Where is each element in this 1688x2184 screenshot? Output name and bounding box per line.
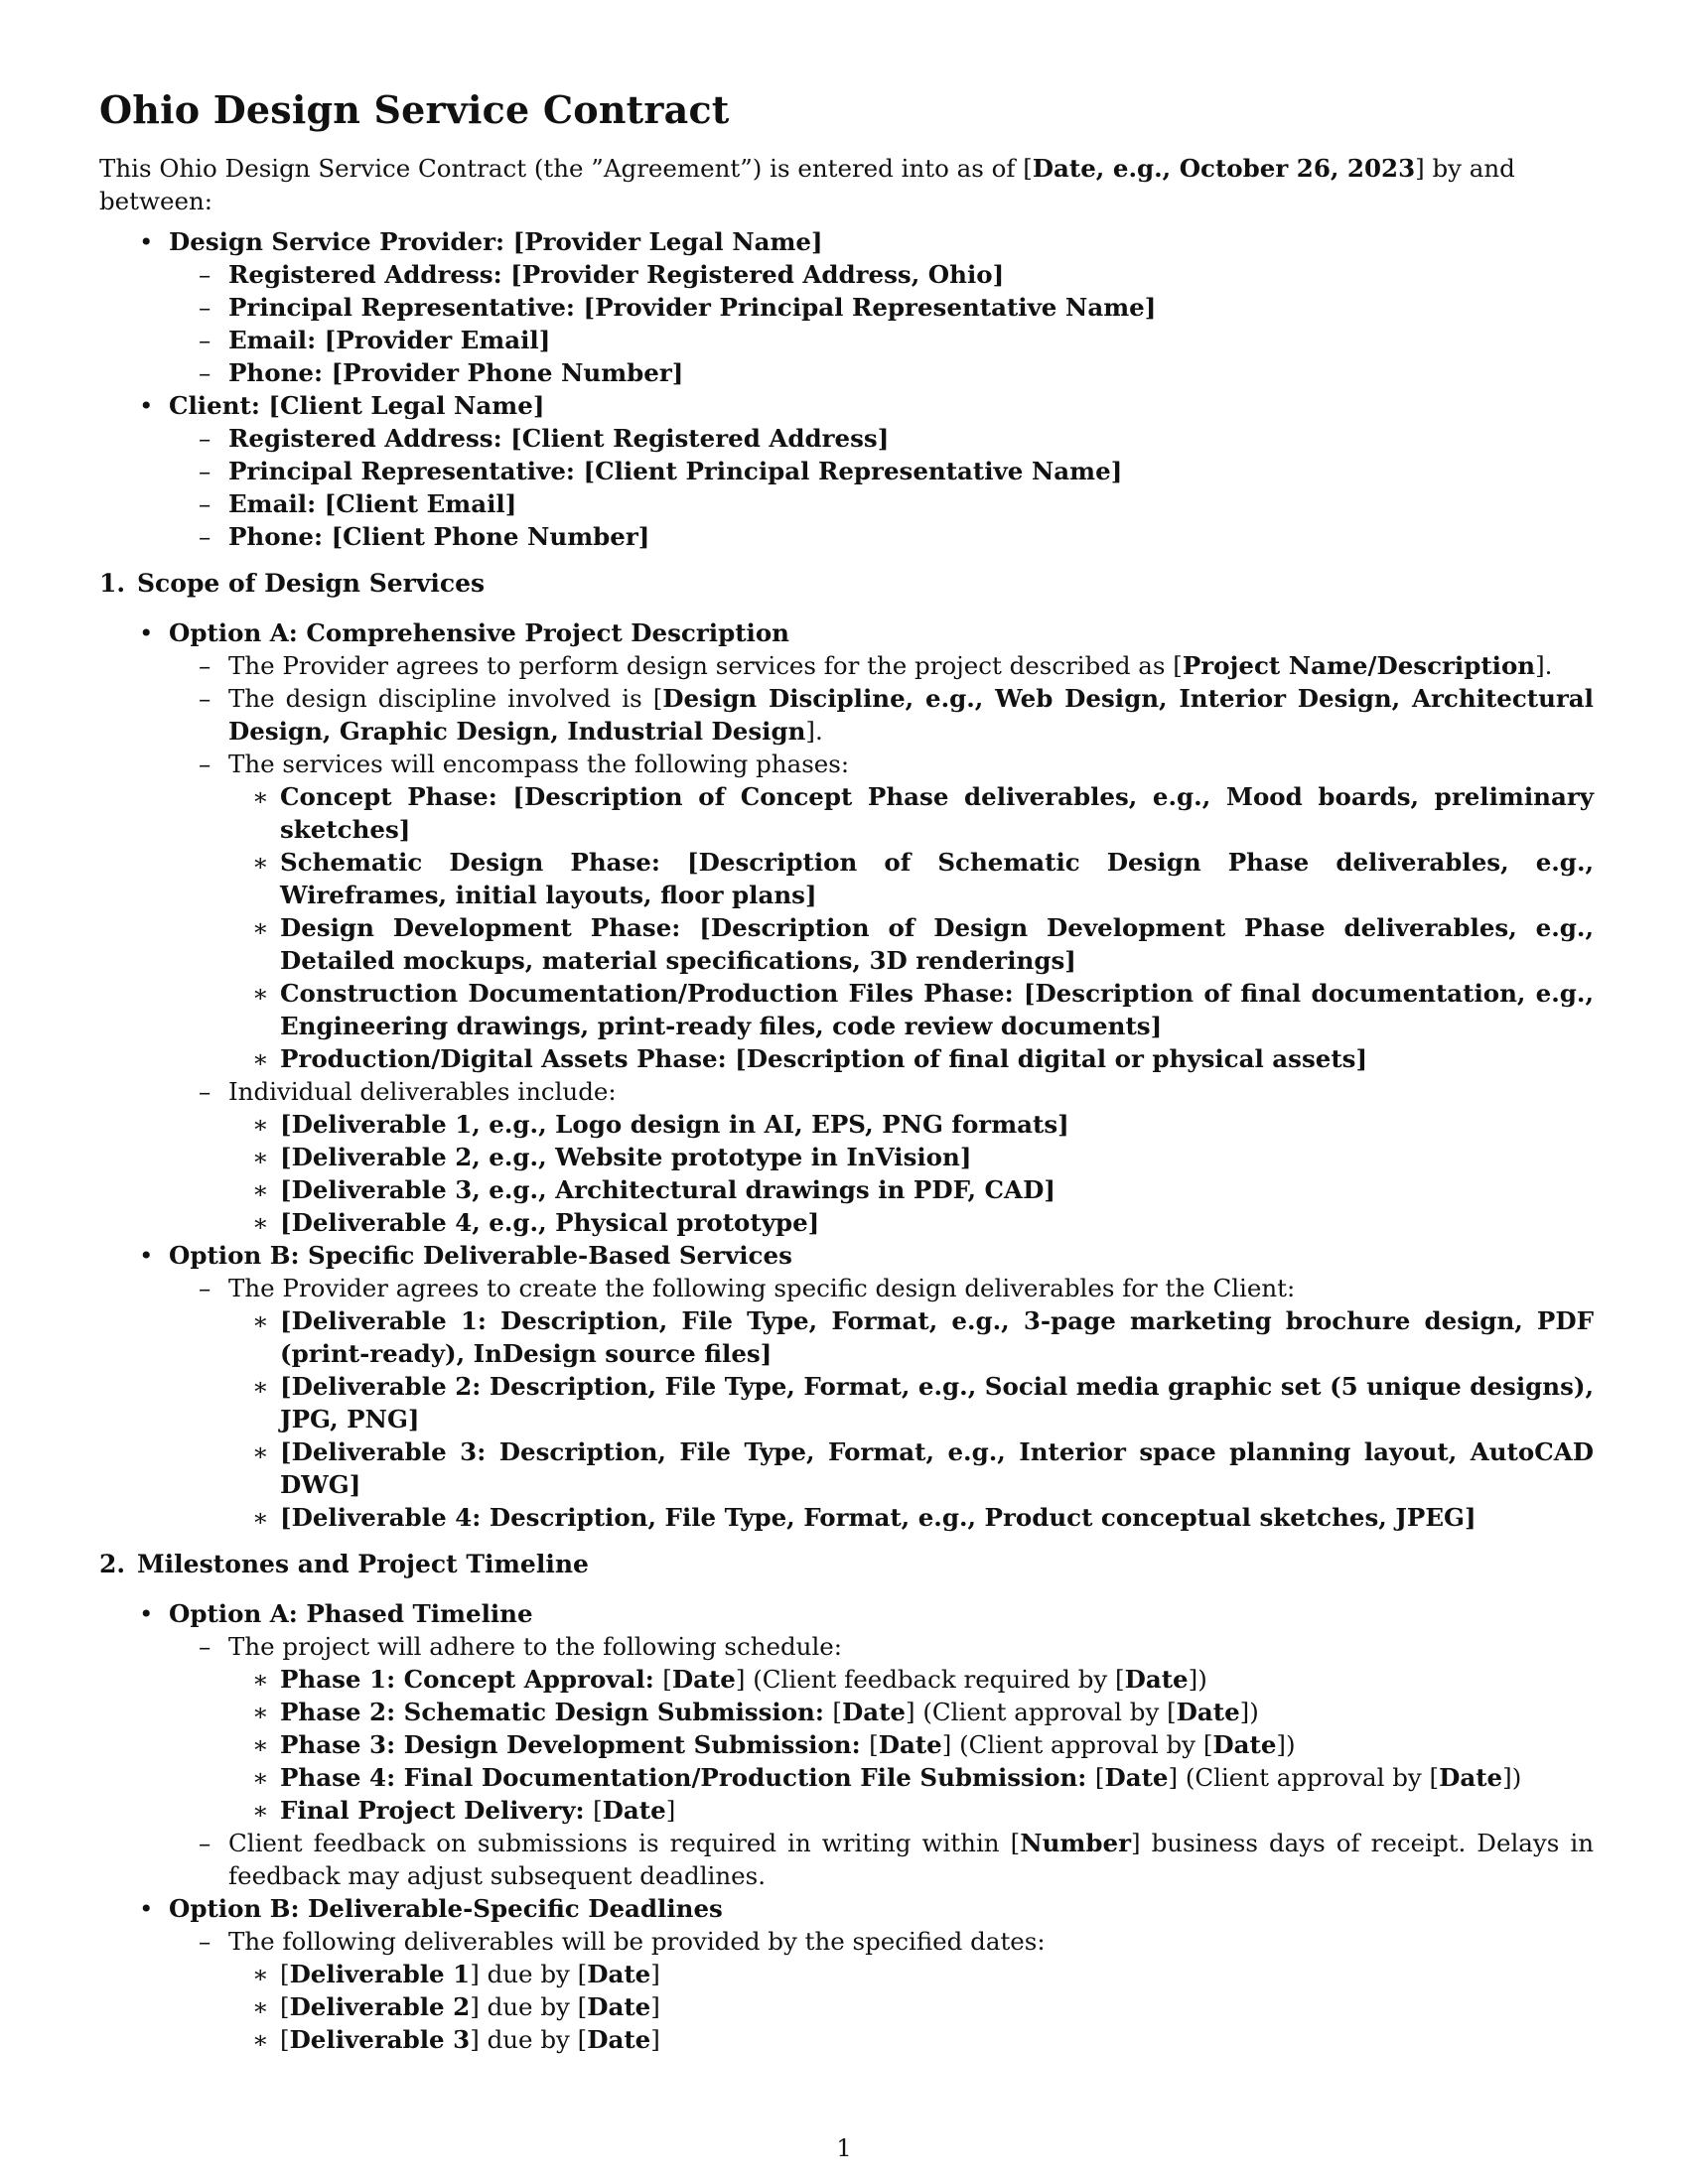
schedule-item: ∗ Phase 4: Final Documentation/Production File Submission: [Date] (Client approval by [Date]) [280, 1761, 1594, 1794]
deadline-item: ∗ [Deliverable 1] due by [Date] [280, 1958, 1594, 1990]
deliverable-item: ∗ [Deliverable 2: Description, File Type, Format, e.g., Social media graphic set (5 unique designs), JPG, PNG] [280, 1370, 1594, 1435]
option-b-details [169, 1272, 1594, 1534]
intro-paragraph: This Ohio Design Service Contract (the ”Agreement”) is entered into as of [Date, e.g., October 26, 2023] by and between: [99, 154, 1515, 215]
deliverable-item: ∗ [Deliverable 3: Description, File Type, Format, e.g., Interior space planning layout, AutoCAD DWG] [280, 1435, 1594, 1501]
option-b-intro: – The Provider agrees to create the following specific design deliverables for the Client: ∗ [Deliverable 1: Description, File Type, Format, e.g., 3-page marketing brochure design, PDF (print-ready), InDesign source files] ∗ [Deliverable 2: Description, File Type, Format, e.g., Social media graphic set (5 unique designs), JPG, PNG] ∗ [Deliverable 3: Description, File Type, Format, e.g., Interior space planning layout, AutoCAD DWG] ∗ [Deliverable 4: Description, File Type, Format, e.g., Product conceptual sketches, JPEG] [228, 1272, 1594, 1534]
provider-field: – Registered Address: [Provider Registered Address, Ohio] [228, 258, 1594, 291]
option-a-item [169, 1597, 1594, 1892]
provider-fields [169, 258, 1594, 389]
client-field: – Principal Representative: [Client Principal Representative Name] [228, 455, 1594, 487]
option-b-item [169, 1892, 1594, 2056]
page-number: 1 [836, 2134, 852, 2162]
schedule-list [228, 1663, 1594, 1827]
provider-field: – Email: [Provider Email] [228, 324, 1594, 356]
client-label: Client: [169, 391, 269, 420]
section-title: Milestones and Project Timeline [137, 1550, 589, 1578]
feedback-line: – Client feedback on submissions is required in writing within [Number] business days of receipt. Delays in feedback may adjust subsequent deadlines. [228, 1827, 1594, 1892]
phase-item: ∗ Production/Digital Assets Phase: [Description of final digital or physical assets] [280, 1042, 1594, 1075]
option-title: Option B: Specific Deliverable-Based Services [169, 1241, 792, 1270]
option-title: Option A: Phased Timeline [169, 1599, 533, 1628]
deliverable-item: ∗ [Deliverable 3, e.g., Architectural drawings in PDF, CAD] [280, 1173, 1594, 1206]
specific-deliverables-list [228, 1304, 1594, 1534]
option-title: Option B: Deliverable-Specific Deadlines [169, 1894, 723, 1923]
intro-date: Date, e.g., October 26, 2023 [1032, 154, 1416, 183]
client-item: • Client: [Client Legal Name] – Registered Address: [Client Registered Address] – Principal Representative: [Client Principal Representative Name] – Email: [Client Email] – Phone: [Client Phone Number] [169, 389, 1594, 553]
option-a-details [169, 649, 1594, 1239]
option-a-details [169, 1630, 1594, 1892]
phases-line: – The services will encompass the following phases: ∗ Concept Phase: [Description of Concept Phase deliverables, e.g., Mood boards, preliminary sketches] ∗ Schematic Design Phase: [Description of Schematic Design Phase deliverables, e.g., Wireframes, initial layouts, floor plans] ∗ Design Development Phase: [Description of Design Development Phase deliverables, e.g., Detailed mockups, material specifications, 3D renderings] ∗ Construction Documentation/Production Files Phase: [Description of final documentation, e.g., Engineering drawings, print-ready files, code review documents] ∗ Production/Digital Assets Phase: [Description of final digital or physical assets] [228, 748, 1594, 1075]
deadline-item: ∗ [Deliverable 3] due by [Date] [280, 2023, 1594, 2056]
client-fields [169, 422, 1594, 553]
phases-list [228, 780, 1594, 1075]
intro-text-end: by and between: [99, 154, 1515, 215]
provider-label: Design Service Provider: [169, 227, 513, 256]
schedule-line: – The project will adhere to the following schedule: ∗ Phase 1: Concept Approval: [Date] (Client feedback required by [Date]) ∗ Phase 2: Schematic Design Submission: [Date] (Client approval by [Date]) ∗ Phase 3: Design Development Submission: [Date] (Client approval by [Date]) ∗ Phase 4: Final Documentation/Production File Submission: [Date] (Client approval by [Date]) ∗ Final Project Delivery: [Date] [228, 1630, 1594, 1827]
discipline-line: – The design discipline involved is [Design Discipline, e.g., Web Design, Interior Design, Architectural Design, Graphic Design, Industrial Design]. [228, 682, 1594, 748]
parties-list [99, 225, 1594, 553]
provider-name: Provider Legal Name [524, 227, 811, 256]
project-line: – The Provider agrees to perform design services for the project described as [Project Name/Description]. [228, 649, 1594, 682]
schedule-item: ∗ Final Project Delivery: [Date] [280, 1794, 1594, 1827]
deadlines-list [228, 1958, 1594, 2056]
deliverables-list [228, 1108, 1594, 1239]
option-a-item [169, 616, 1594, 1239]
deliverable-item: ∗ [Deliverable 4, e.g., Physical prototype] [280, 1206, 1594, 1239]
client-field: – Email: [Client Email] [228, 487, 1594, 520]
deliverable-item: ∗ [Deliverable 1: Description, File Type, Format, e.g., 3-page marketing brochure design, PDF (print-ready), InDesign source files] [280, 1304, 1594, 1370]
deliverable-item: ∗ [Deliverable 4: Description, File Type, Format, e.g., Product conceptual sketches, JPEG] [280, 1501, 1594, 1534]
phase-item: ∗ Design Development Phase: [Description of Design Development Phase deliverables, e.g., Detailed mockups, material specifications, 3D renderings] [280, 911, 1594, 977]
phase-item: ∗ Concept Phase: [Description of Concept Phase deliverables, e.g., Mood boards, preliminary sketches] [280, 780, 1594, 846]
client-field: – Phone: [Client Phone Number] [228, 520, 1594, 553]
option-b-item [169, 1239, 1594, 1534]
deadline-item: ∗ [Deliverable 2] due by [Date] [280, 1990, 1594, 2023]
section2-options [99, 1597, 1594, 2056]
provider-field: – Principal Representative: [Provider Principal Representative Name] [228, 291, 1594, 324]
section-heading: 2. Milestones and Project Timeline [99, 1550, 589, 1578]
deadlines-line: – The following deliverables will be provided by the specified dates: ∗ [Deliverable 1] due by [Date] ∗ [Deliverable 2] due by [Date] ∗ [Deliverable 3] due by [Date] [228, 1925, 1594, 2056]
section-heading: 1. Scope of Design Services [99, 569, 486, 598]
schedule-item: ∗ Phase 3: Design Development Submission: [Date] (Client approval by [Date]) [280, 1728, 1594, 1761]
intro-text: This Ohio Design Service Contract (the ”Agreement”) is entered into as of [99, 154, 1024, 183]
deliverables-line: – Individual deliverables include: ∗ [Deliverable 1, e.g., Logo design in AI, EPS, PNG formats] ∗ [Deliverable 2, e.g., Website prototype in InVision] ∗ [Deliverable 3, e.g., Architectural drawings in PDF, CAD] ∗ [Deliverable 4, e.g., Physical prototype] [228, 1075, 1594, 1239]
phase-item: ∗ Construction Documentation/Production Files Phase: [Description of final documentation, e.g., Engineering drawings, print-ready files, code review documents] [280, 977, 1594, 1042]
schedule-item: ∗ Phase 2: Schematic Design Submission: [Date] (Client approval by [Date]) [280, 1696, 1594, 1728]
section-title: Scope of Design Services [137, 569, 486, 598]
client-field: – Registered Address: [Client Registered Address] [228, 422, 1594, 455]
option-title: Option A: Comprehensive Project Description [169, 618, 789, 647]
schedule-item: ∗ Phase 1: Concept Approval: [Date] (Client feedback required by [Date]) [280, 1663, 1594, 1696]
provider-item: • Design Service Provider: [Provider Legal Name] – Registered Address: [Provider Registered Address, Ohio] – Principal Representative: [Provider Principal Representative Name] – Email: [Provider Email] – Phone: [Provider Phone Number] [169, 225, 1594, 389]
option-b-details [169, 1925, 1594, 2056]
provider-field: – Phone: [Provider Phone Number] [228, 356, 1594, 389]
deliverable-item: ∗ [Deliverable 2, e.g., Website prototype in InVision] [280, 1141, 1594, 1173]
section1-options [99, 616, 1594, 1534]
deliverable-item: ∗ [Deliverable 1, e.g., Logo design in AI, EPS, PNG formats] [280, 1108, 1594, 1141]
phase-item: ∗ Schematic Design Phase: [Description of Schematic Design Phase deliverables, e.g., Wireframes, initial layouts, floor plans] [280, 846, 1594, 911]
client-name: Client Legal Name [280, 391, 533, 420]
page-title: Ohio Design Service Contract [99, 87, 730, 132]
document-page [99, 87, 1594, 2056]
